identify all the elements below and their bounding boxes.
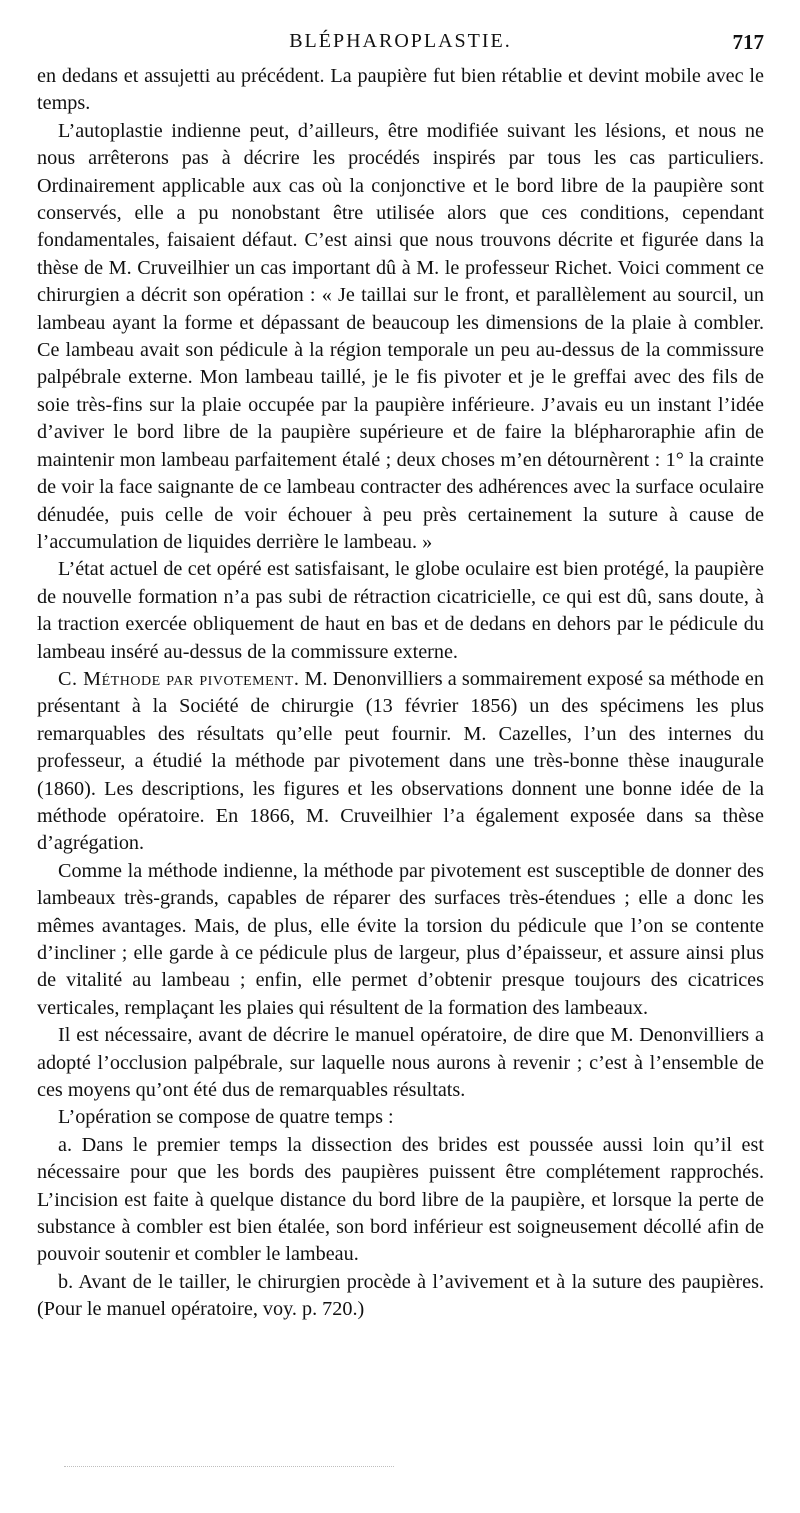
paragraph-step-b: b. Avant de le tailler, le chirurgien procède à l’avivement et à la suture des paupières. (Pour le manuel opératoire, voy. p. 720.) xyxy=(37,1270,764,1321)
section-heading: C. Méthode par pivotement. xyxy=(58,667,300,690)
paragraph-four-steps: L’opération se compose de quatre temps : xyxy=(58,1106,394,1129)
paragraph-continued: en dedans et assujetti au précédent. La paupière fut bien rétablie et devint mobile avec le temps. xyxy=(37,65,764,115)
running-title: BLÉPHAROPLASTIE. xyxy=(289,30,512,52)
paragraph-pivot-method xyxy=(37,666,764,858)
paragraph-indian-autoplasty: L’autoplastie indienne peut, d’ailleurs, être modifiée suivant les lésions, et nous ne nous arrêterons pas à décrire les procédés inspirés par tous les cas particuliers. Ordinairement applicable aux cas où la conjonctive et le bord libre de la paupière sont conservés, elle a pu nonobstant être utilisée alors que ces conditions, cependant fondamentales, faisaient défaut. C’est ainsi que nous trouvons décrite et figurée dans la thèse de M. Cruveilhier un cas important dû à M. le professeur Richet. Voici comment ce chirurgien a décrit son opération : « Je taillai sur le front, et parallèlement au sourcil, un lambeau ayant la forme et dépassant de beaucoup les dimensions de la plaie à combler. Ce lambeau avait son pédicule à la région temporale un peu au-dessus de la commissure palpébrale externe. Mon lambeau taillé, je le fis pivoter et je le greffai avec des fils de soie très-fins sur la plaie occupée par la paupière inférieure. J’avais eu un instant l’idée d’aviver le bord libre de la paupière supérieure et de faire la blépharoraphie afin de maintenir mon lambeau parfaitement étalé ; deux choses m’en détournèrent : 1° la crainte de voir la face saignante de ce lambeau contracter des adhérences avec la surface oculaire dénudée, puis celle de voir échouer à peu près certainement la suture à cause de l’accumulation de liquides derrière le lambeau. » xyxy=(37,119,764,553)
paragraph-patient-state: L’état actuel de cet opéré est satisfaisant, le globe oculaire est bien protégé, la paupière de nouvelle formation n’a pas subi de rétraction cicatricielle, ce qui est dû, sans doute, à la traction exercée obliquement de haut en bas et de dedans en dehors par le pédicule du lambeau inséré au-dessus de la commissure externe. xyxy=(37,558,764,663)
section-text: M. Denonvilliers a sommairement exposé sa méthode en présentant à la Société de chirurgie (13 février 1856) un des spécimens les plus remarquables des résultats qu’elle peut fournir. M. Cazelles, l’un des internes du professeur, a étudié la méthode par pivotement dans une très-bonne thèse inaugurale (1860). Les descriptions, les figures et les observations donnent une bonne idée de la méthode opératoire. En 1866, M. Cruveilhier l’a également exposée dans sa thèse d’agrégation. xyxy=(37,667,764,855)
page-number: 717 xyxy=(732,30,764,54)
paragraph-occlusion: Il est nécessaire, avant de décrire le manuel opératoire, de dire que M. Denonvilliers a adopté l’occlusion palpébrale, sur laquelle nous aurons à revenir ; c’est à l’ensemble de ces moyens qu’ont été dus de remarquables résultats. xyxy=(37,1024,764,1102)
paragraph-comparison: Comme la méthode indienne, la méthode par pivotement est susceptible de donner des lambeaux très-grands, capables de réparer des surfaces très-étendues ; elle a donc les mêmes avantages. Mais, de plus, elle évite la torsion du pédicule que l’on se contente d’incliner ; elle garde à ce pédicule plus de largeur, plus d’épaisseur, et assure ainsi plus de vitalité au lambeau ; enfin, elle permet d’obtenir presque toujours des cicatrices verticales, remplaçant les plaies qui résultent de la formation des lambeaux. xyxy=(37,859,764,1019)
running-header xyxy=(37,30,764,60)
footer-rule xyxy=(64,1466,394,1467)
paragraph-step-a: a. Dans le premier temps la dissection des brides est poussée aussi loin qu’il est nécessaire pour que les bords des paupières puissent être complétement rapprochés. L’incision est faite à quelque distance du bord libre de la paupière, et lorsque la perte de substance à combler est bien étalée, son bord inférieur est soigneusement décollé afin de pouvoir soutenir et combler le lambeau. xyxy=(37,1133,764,1266)
body-text xyxy=(37,63,764,1324)
